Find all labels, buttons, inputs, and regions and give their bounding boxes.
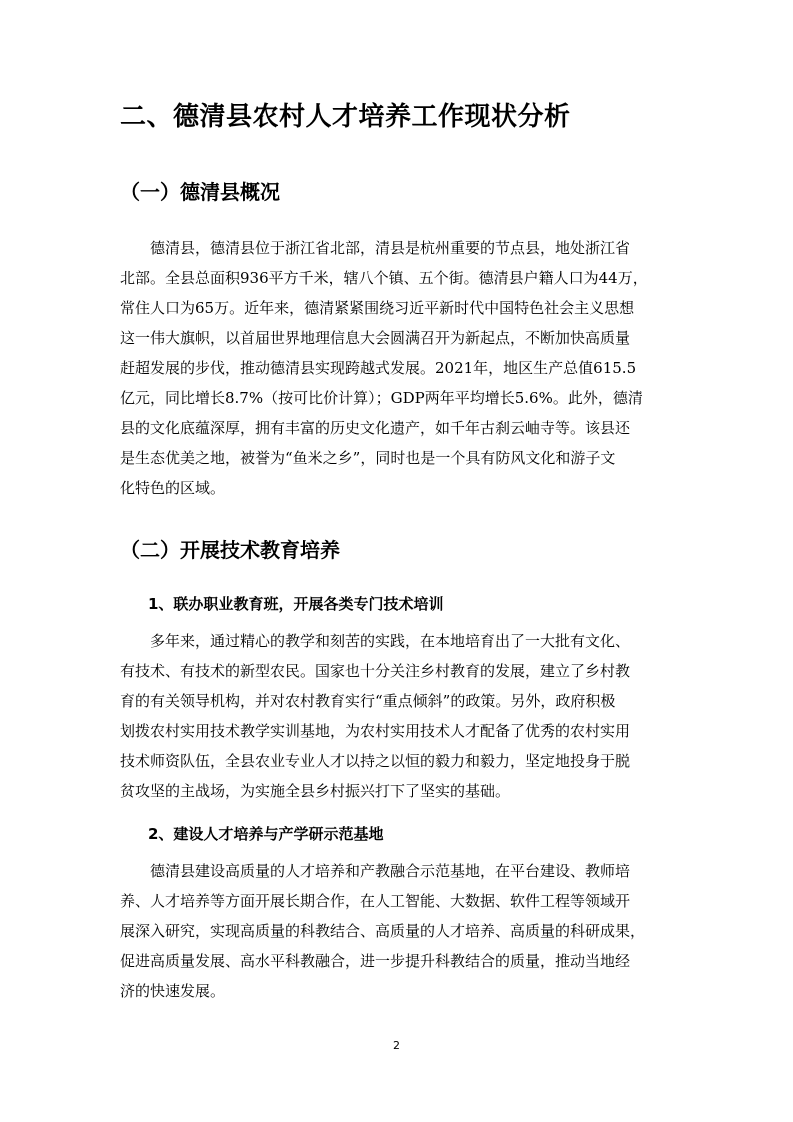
paragraph-line: 德清县，德清县位于浙江省北部，清县是杭州重要的节点县，地处浙江省 (150, 239, 631, 257)
paragraph-line: 是生态优美之地，被誉为“鱼米之乡”，同时也是一个具有防风文化和游子文 (120, 449, 616, 467)
main-heading: 二、德清县农村人才培养工作现状分析 (120, 102, 571, 132)
paragraph-line: 常住人口为65万。近年来，德清紧紧围绕习近平新时代中国特色社会主义思想 (120, 299, 635, 317)
section-heading-overview: （一）德清县概况 (120, 180, 280, 204)
paragraph-line: 养、人才培养等方面开展长期合作，在人工智能、大数据、软件工程等领域开 (120, 892, 631, 910)
paragraph-line: 德清县建设高质量的人才培养和产教融合示范基地，在平台建设、教师培 (150, 862, 631, 880)
paragraph-line: 赶超发展的步伐，推动德清县实现跨越式发展。2021年，地区生产总值615.5 (120, 359, 637, 377)
paragraph-line: 亿元，同比增长8.7%（按可比价计算）；GDP两年平均增长5.6%。此外，德清 (120, 389, 643, 407)
paragraph-line: 这一伟大旗帜，以首届世界地理信息大会圆满召开为新起点，不断加快高质量 (120, 329, 631, 347)
paragraph-line: 划拨农村实用技术教学实训基地，为农村实用技术人才配备了优秀的农村实用 (120, 722, 631, 740)
paragraph-line: 促进高质量发展、高水平科教融合，进一步提升科教结合的质量，推动当地经 (120, 952, 631, 970)
paragraph-line: 多年来，通过精心的教学和刻苦的实践，在本地培育出了一大批有文化、 (150, 632, 631, 650)
paragraph-line: 技术师资队伍，全县农业专业人才以持之以恒的毅力和毅力，坚定地投身于脱 (120, 752, 631, 770)
paragraph-line: 县的文化底蕴深厚，拥有丰富的历史文化遗产，如千年古刹云岫寺等。该县还 (120, 419, 631, 437)
subsection-heading-vocational-classes: 1、联办职业教育班，开展各类专门技术培训 (148, 595, 444, 613)
page-number: 2 (393, 1039, 400, 1052)
paragraph-line: 有技术、有技术的新型农民。国家也十分关注乡村教育的发展，建立了乡村教 (120, 662, 631, 680)
paragraph-line: 育的有关领导机构，并对农村教育实行“重点倾斜”的政策。另外，政府积极 (120, 692, 616, 710)
subsection-heading-training-base: 2、建设人才培养与产学研示范基地 (148, 825, 384, 843)
paragraph-line: 化特色的区域。 (120, 479, 226, 497)
paragraph-line: 北部。全县总面积936平方千米，辖八个镇、五个街。德清县户籍人口为44万， (120, 269, 648, 287)
paragraph-vocational-classes (120, 626, 676, 806)
paragraph-line: 展深入研究，实现高质量的科教结合、高质量的人才培养、高质量的科研成果， (120, 922, 646, 940)
paragraph-line: 济的快速发展。 (120, 982, 226, 1000)
paragraph-training-base (120, 856, 676, 1006)
paragraph-line: 贫攻坚的主战场，为实施全县乡村振兴打下了坚实的基础。 (120, 782, 511, 800)
paragraph-overview (120, 233, 676, 503)
section-heading-technical-education: （二）开展技术教育培养 (120, 538, 340, 562)
